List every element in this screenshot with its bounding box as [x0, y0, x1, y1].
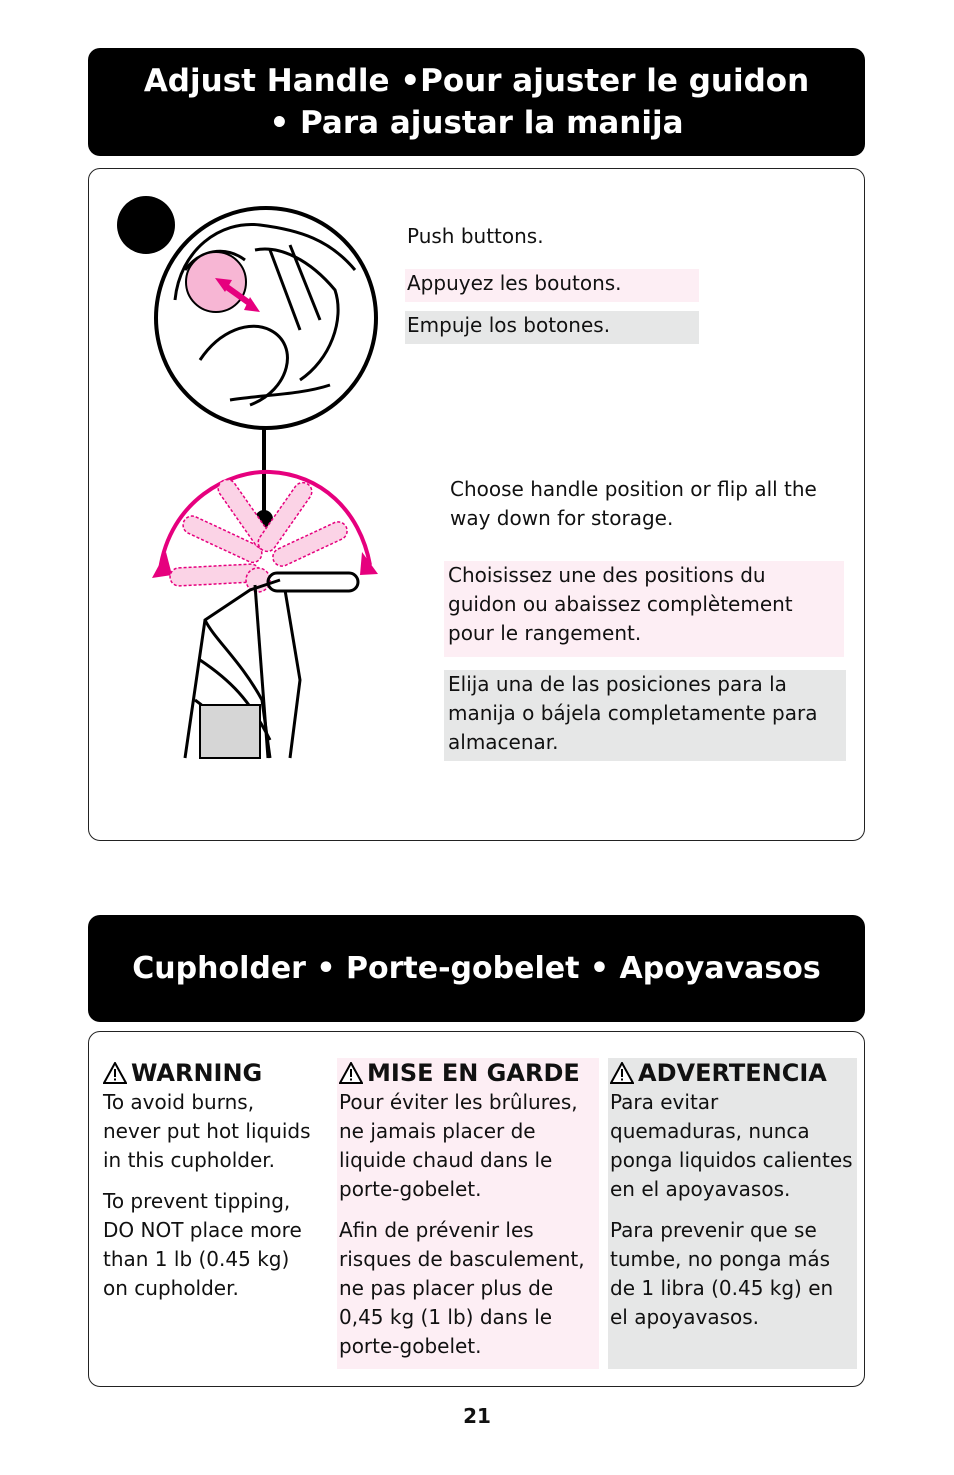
warning-triangle-icon	[339, 1062, 363, 1084]
step2-fr: Choisissez une des positions du guidon ou abaissez complètement pour le rangement.	[444, 561, 844, 657]
basket	[200, 705, 260, 758]
step2-en: Choose handle position or flip all the way down for storage.	[450, 477, 817, 530]
warning-triangle-icon	[103, 1062, 127, 1084]
step1-fr: Appuyez les boutons.	[405, 269, 699, 302]
warning-heading: ADVERTENCIA	[638, 1059, 827, 1087]
page-number: 21	[463, 1404, 491, 1428]
cupholder-banner	[88, 915, 865, 1022]
warning-text-1: To avoid burns, never put hot liquids in this cupholder.	[103, 1090, 311, 1172]
warning-heading: WARNING	[131, 1059, 263, 1087]
warning-text-1: Pour éviter les brûlures, ne jamais placer de liquide chaud dans le porte-gobelet.	[339, 1090, 578, 1201]
warning-text-2: To prevent tipping, DO NOT place more than 1 lb (0.45 kg) on cupholder.	[103, 1189, 302, 1300]
step1-es: Empuje los botones.	[405, 311, 699, 344]
warning-text-1: Para evitar quemaduras, nunca ponga liquidos calientes en el apoyavasos.	[610, 1090, 853, 1201]
step-badge	[117, 196, 175, 254]
banner-title-line2: • Para ajustar la manija	[269, 105, 684, 141]
warning-triangle-icon	[610, 1062, 634, 1084]
warning-fr	[337, 1058, 599, 1369]
handle-positions	[170, 476, 350, 592]
warning-en	[103, 1058, 313, 1315]
button-highlight	[186, 252, 246, 312]
step2-es: Elija una de las posiciones para la manija o bájela completamente para almacenar.	[444, 670, 846, 761]
step1-en: Push buttons.	[407, 224, 544, 248]
warning-text-2: Para prevenir que se tumbe, no ponga más de 1 libra (0.45 kg) en el apoyavasos.	[610, 1218, 834, 1329]
cupholder-title: Cupholder • Porte-gobelet • Apoyavasos	[132, 951, 821, 986]
banner-title-line1: Adjust Handle •Pour ajuster le guidon	[143, 63, 810, 99]
warning-text-2: Afin de prévenir les risques de basculement, ne pas placer plus de 0,45 kg (1 lb) dans le porte-gobelet.	[339, 1218, 585, 1358]
warning-heading: MISE EN GARDE	[367, 1059, 580, 1087]
warning-es	[608, 1058, 857, 1369]
